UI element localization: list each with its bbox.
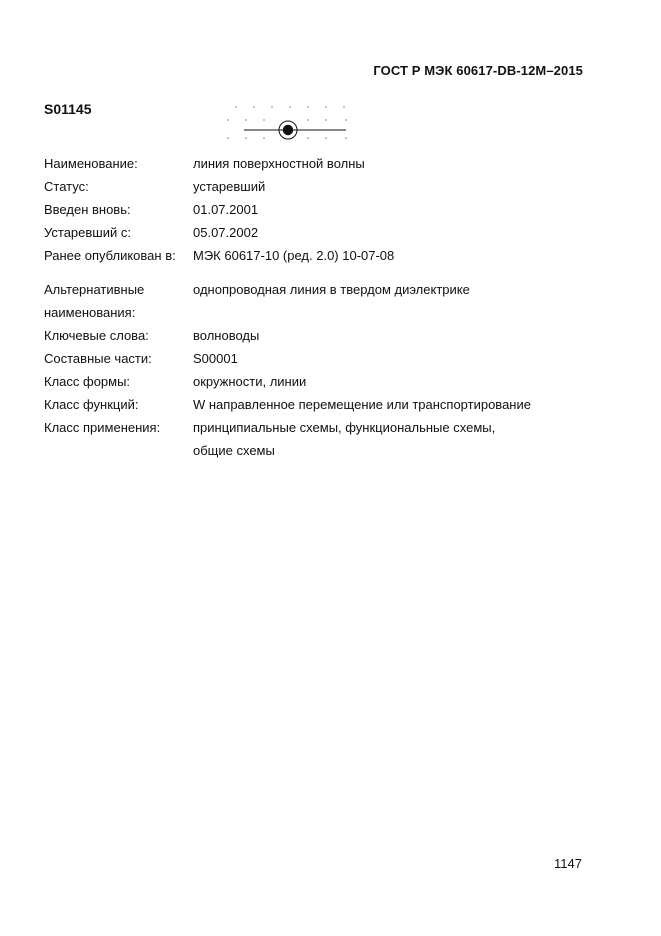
property-value: волноводы (193, 328, 260, 343)
property-value: 01.07.2001 (193, 202, 259, 217)
property-label: Устаревший с: (44, 225, 131, 240)
page-number: 1147 (554, 856, 582, 871)
property-value: окружности, линии (193, 374, 307, 389)
property-label: Альтернативные (44, 282, 145, 297)
property-label: Наименование: (44, 156, 138, 171)
property-value: W направленное перемещение или транспортирование (193, 397, 531, 412)
surface-wave-line-symbol (222, 104, 362, 154)
property-label: Класс формы: (44, 374, 131, 389)
property-label: наименования: (44, 305, 136, 320)
symbol-id: S01145 (44, 101, 92, 117)
property-value: МЭК 60617-10 (ред. 2.0) 10-07-08 (193, 248, 395, 263)
property-label: Статус: (44, 179, 89, 194)
property-value: S00001 (193, 351, 238, 366)
document-code-header: ГОСТ Р МЭК 60617-DB-12M–2015 (373, 63, 583, 78)
property-value: общие схемы (193, 443, 275, 458)
property-label: Класс применения: (44, 420, 161, 435)
property-label: Ранее опубликован в: (44, 248, 176, 263)
property-label: Класс функций: (44, 397, 139, 412)
property-value: принципиальные схемы, функциональные схемы, (193, 420, 496, 435)
inner-dot (283, 125, 293, 135)
property-value: линия поверхностной волны (193, 156, 365, 171)
property-label: Введен вновь: (44, 202, 131, 217)
property-label: Ключевые слова: (44, 328, 149, 343)
property-value: однопроводная линия в твердом диэлектрике (193, 282, 470, 297)
property-value: устаревший (193, 179, 266, 194)
property-value: 05.07.2002 (193, 225, 259, 240)
property-label: Составные части: (44, 351, 152, 366)
